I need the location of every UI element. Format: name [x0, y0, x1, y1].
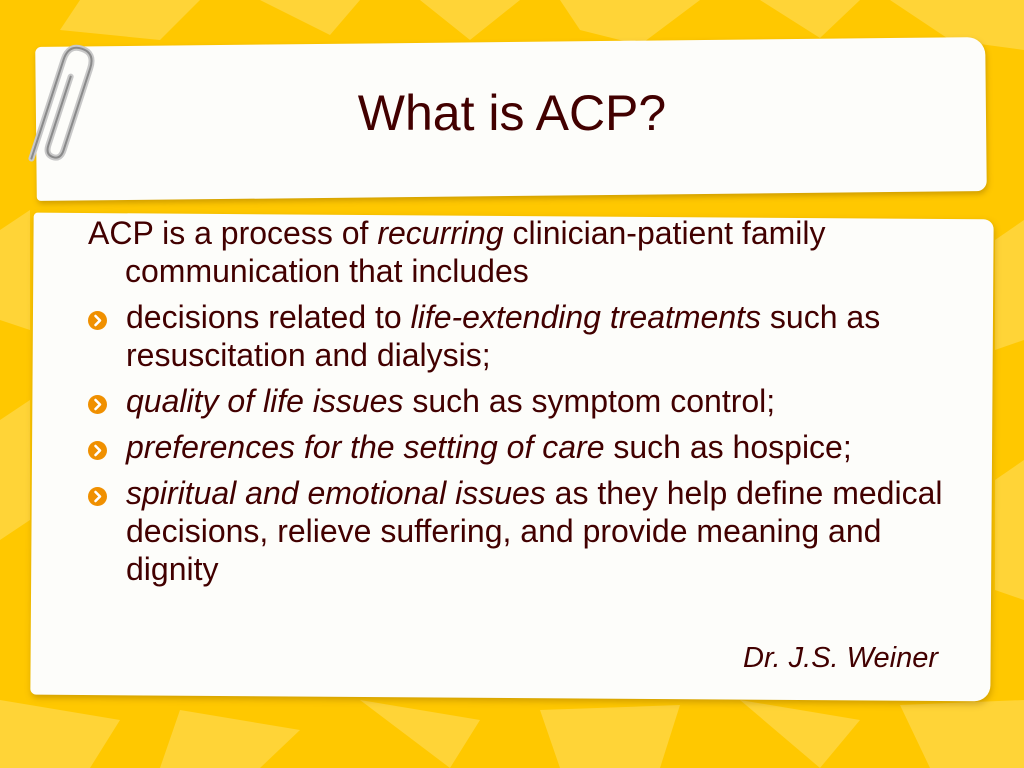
slide-title: What is ACP? — [357, 85, 667, 141]
bullet-emphasis: quality of life issues — [126, 383, 404, 419]
bullet-text-before: decisions related to — [126, 299, 411, 335]
bullet-text-after: such as resuscitation and dialysis; — [126, 299, 881, 373]
bullet-item — [88, 474, 968, 588]
bullet-item — [88, 428, 968, 466]
bullet-emphasis: life-extending treatments — [410, 299, 762, 335]
bullet-emphasis: spiritual and emotional issues — [126, 475, 546, 511]
bullet-emphasis: preferences for the setting of care — [126, 429, 605, 465]
bullet-text-after: as they help define medical decisions, relieve suffering, and provide meaning and dignity — [126, 475, 943, 587]
intro-emphasis: recurring — [377, 215, 504, 251]
chevron-right-circle-icon — [88, 395, 107, 414]
intro-tail: clinician-patient family communication that includes — [125, 215, 826, 289]
bullet-list — [88, 298, 968, 588]
chevron-right-circle-icon — [88, 487, 107, 506]
intro-paragraph — [88, 214, 968, 290]
paperclip-icon — [18, 34, 96, 184]
bullet-text-after: such as hospice; — [604, 429, 852, 465]
chevron-right-circle-icon — [88, 311, 107, 330]
bullet-text-after: such as symptom control; — [403, 383, 776, 419]
slide-body — [88, 214, 968, 596]
intro-lead: ACP is a process of — [88, 215, 378, 251]
chevron-right-circle-icon — [88, 441, 107, 460]
bullet-item — [88, 382, 968, 420]
bullet-item — [88, 298, 968, 374]
attribution: Dr. J.S. Weiner — [743, 642, 938, 674]
